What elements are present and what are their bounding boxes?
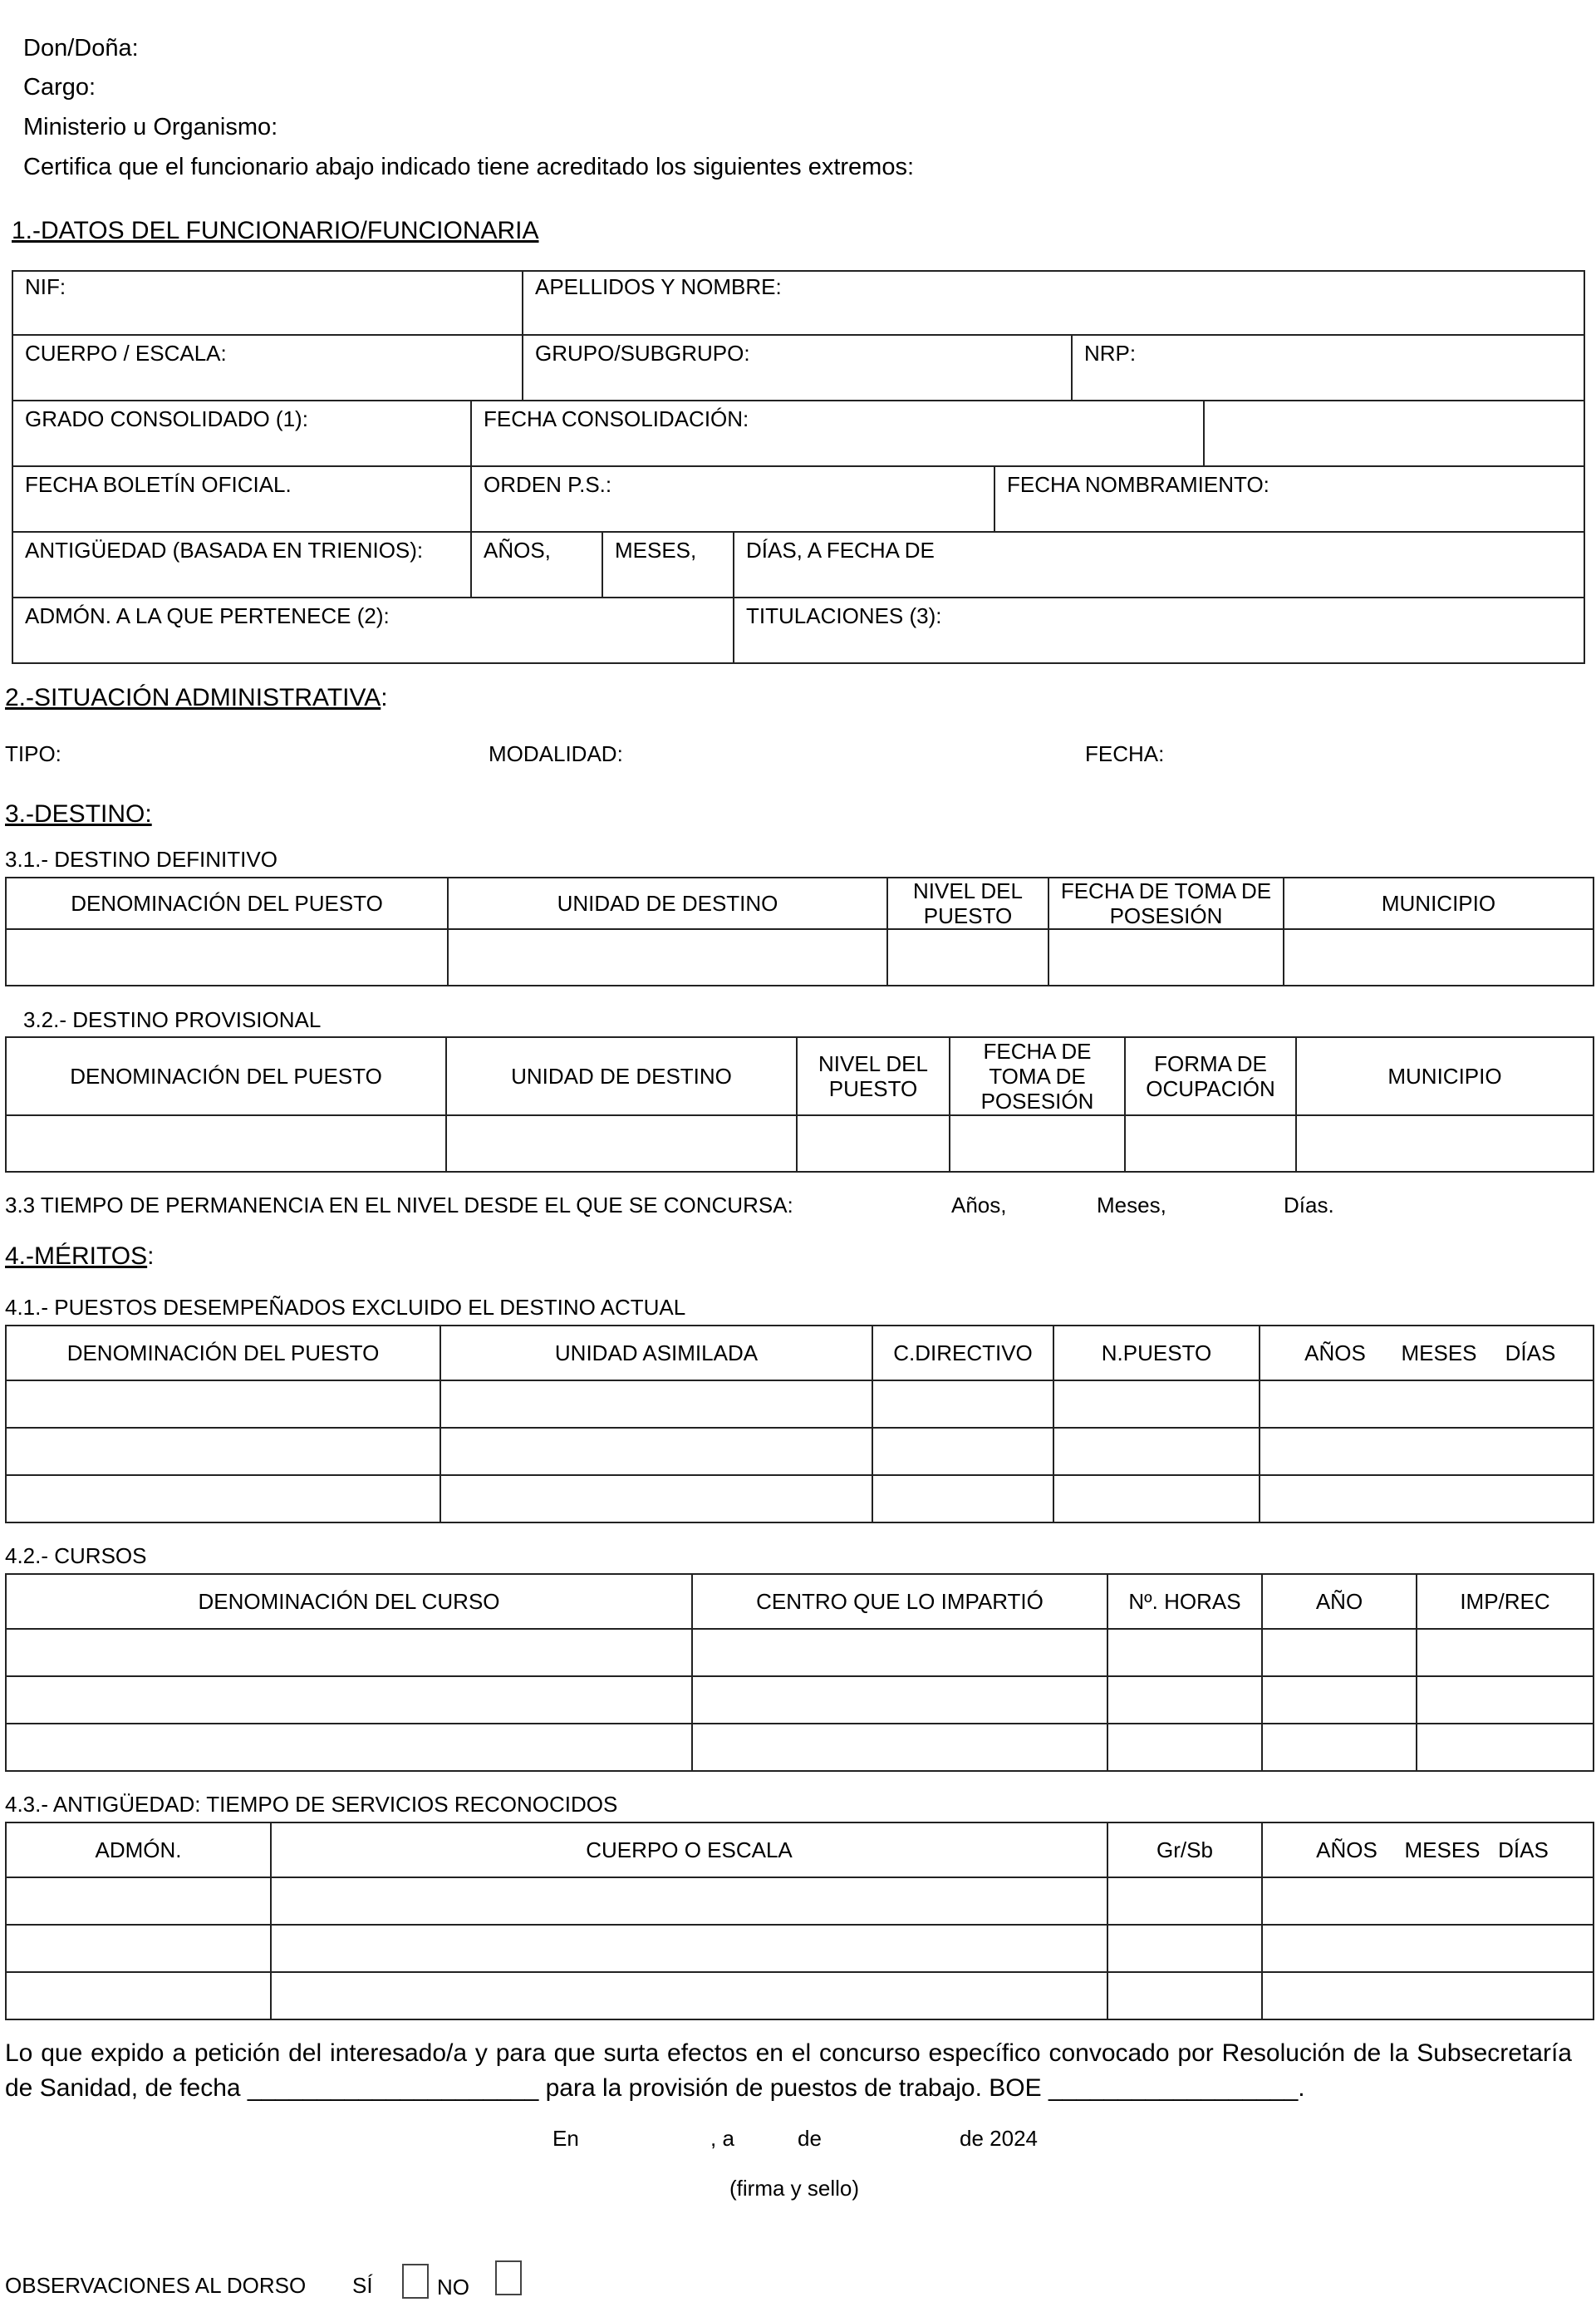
col-unidad-asimilada: UNIDAD ASIMILADA [440, 1326, 872, 1380]
destino-provisional-title: 3.2.- DESTINO PROVISIONAL [23, 1007, 322, 1032]
antiguedad-cell [12, 531, 472, 598]
destino-provisional-table [5, 1036, 1594, 1173]
observaciones-label: OBSERVACIONES AL DORSO [5, 2273, 307, 2298]
input-cell[interactable] [950, 1115, 1125, 1172]
grupo-cell[interactable] [522, 334, 1073, 401]
col-fecha-toma: FECHA DE TOMA DE POSESIÓN [950, 1037, 1125, 1115]
admon-cell[interactable] [12, 597, 734, 664]
grado-extra-cell[interactable] [1203, 400, 1585, 467]
col-meses: MESES [1404, 1837, 1481, 1862]
input-cell[interactable] [1262, 1925, 1594, 1972]
section2-colon: : [381, 684, 388, 711]
col-imp-rec: IMP/REC [1417, 1574, 1594, 1629]
input-cell[interactable] [440, 1475, 872, 1522]
anos-cell[interactable] [470, 531, 603, 598]
col-unidad: UNIDAD DE DESTINO [448, 878, 887, 929]
input-cell[interactable] [1053, 1475, 1260, 1522]
cursos-title: 4.2.- CURSOS [5, 1543, 147, 1568]
permanencia-meses: Meses, [1097, 1193, 1166, 1217]
input-cell[interactable] [6, 1475, 440, 1522]
lugar-en: En [552, 2126, 579, 2151]
nrp-cell[interactable] [1071, 334, 1585, 401]
input-cell[interactable] [6, 1629, 692, 1676]
permanencia-anos: Años, [951, 1193, 1007, 1217]
si-checkbox[interactable] [402, 2264, 429, 2299]
col-n-puesto: N.PUESTO [1053, 1326, 1260, 1380]
closing-paragraph: Lo que expido a petición del interesado/a y para que surta efectos en el concurso específico convocado por Resolución de la Subsecretaría de Sanidad, de fecha _____________________ para la provisión de puestos de trabajo. BOE __________________. [5, 2039, 1572, 2102]
input-cell[interactable] [6, 1925, 271, 1972]
grupo-text: GRUPO/SUBGRUPO: [535, 341, 750, 366]
dias-fecha-text: DÍAS, A FECHA DE [746, 538, 935, 563]
cargo-label: Cargo: [23, 74, 96, 101]
meses-cell[interactable] [602, 531, 734, 598]
col-cuerpo-escala: CUERPO O ESCALA [271, 1822, 1107, 1877]
input-cell[interactable] [1296, 1115, 1594, 1172]
permanencia-label: 3.3 TIEMPO DE PERMANENCIA EN EL NIVEL DESDE EL QUE SE CONCURSA: [5, 1193, 793, 1217]
cuerpo-cell[interactable] [12, 334, 523, 401]
col-ano: AÑO [1262, 1574, 1417, 1629]
input-cell[interactable] [271, 1925, 1107, 1972]
col-anos: AÑOS [1304, 1340, 1366, 1365]
lugar-de: de [798, 2126, 822, 2151]
grado-cell[interactable] [12, 400, 472, 467]
col-nivel: NIVEL DEL PUESTO [887, 878, 1048, 929]
input-cell[interactable] [271, 1877, 1107, 1925]
orden-ps-cell[interactable] [470, 465, 995, 533]
si-label: SÍ [352, 2273, 373, 2298]
fecha-consolidacion-cell[interactable] [470, 400, 1205, 467]
input-cell[interactable] [1107, 1629, 1262, 1676]
col-dias: DÍAS [1498, 1837, 1549, 1862]
col-meses: MESES [1401, 1340, 1477, 1365]
antiguedad-title: 4.3.- ANTIGÜEDAD: TIEMPO DE SERVICIOS RECONOCIDOS [5, 1792, 618, 1817]
nif-text: NIF: [25, 274, 66, 299]
col-denominacion: DENOMINACIÓN DEL PUESTO [6, 1037, 446, 1115]
input-cell[interactable] [448, 929, 887, 986]
destino-definitivo-title: 3.1.- DESTINO DEFINITIVO [5, 847, 277, 872]
input-cell[interactable] [6, 1877, 271, 1925]
input-cell[interactable] [1107, 1972, 1262, 2019]
meses-text: MESES, [615, 538, 697, 563]
input-cell[interactable] [1417, 1676, 1594, 1724]
cuerpo-text: CUERPO / ESCALA: [25, 341, 227, 366]
antiguedad-text: ANTIGÜEDAD (BASADA EN TRIENIOS): [25, 538, 424, 563]
col-nivel: NIVEL DEL PUESTO [797, 1037, 950, 1115]
input-cell[interactable] [1107, 1676, 1262, 1724]
input-cell[interactable] [6, 1380, 440, 1428]
no-label: NO [437, 2275, 469, 2300]
input-cell[interactable] [1417, 1724, 1594, 1771]
input-cell[interactable] [1053, 1428, 1260, 1475]
don-dona-label: Don/Doña: [23, 35, 139, 61]
puestos-table [5, 1325, 1594, 1523]
input-cell[interactable] [872, 1380, 1053, 1428]
antiguedad-table [5, 1822, 1594, 2020]
ministerio-label: Ministerio u Organismo: [23, 114, 278, 140]
col-anos-meses-dias [1260, 1326, 1594, 1380]
input-cell[interactable] [1260, 1380, 1594, 1428]
col-forma-ocupacion: FORMA DE OCUPACIÓN [1125, 1037, 1296, 1115]
fecha-nombramiento-cell[interactable] [994, 465, 1585, 533]
input-cell[interactable] [797, 1115, 950, 1172]
col-municipio: MUNICIPIO [1296, 1037, 1594, 1115]
input-cell[interactable] [6, 1428, 440, 1475]
lugar-a: , a [710, 2126, 734, 2151]
fecha-nombramiento-text: FECHA NOMBRAMIENTO: [1007, 472, 1269, 497]
section3-title: 3.-DESTINO: [5, 800, 152, 828]
titulaciones-text: TITULACIONES (3): [746, 603, 942, 628]
modalidad-label: MODALIDAD: [489, 741, 623, 766]
col-anos-meses-dias [1262, 1822, 1594, 1877]
lugar-year: de 2024 [960, 2126, 1038, 2151]
firma-sello: (firma y sello) [729, 2176, 860, 2201]
input-cell[interactable] [1048, 929, 1284, 986]
input-cell[interactable] [6, 1115, 446, 1172]
orden-ps-text: ORDEN P.S.: [484, 472, 612, 497]
dias-fecha-cell[interactable] [733, 531, 1585, 598]
no-checkbox[interactable] [495, 2260, 522, 2295]
col-c-directivo: C.DIRECTIVO [872, 1326, 1053, 1380]
input-cell[interactable] [6, 1724, 692, 1771]
input-cell[interactable] [1262, 1724, 1417, 1771]
section4-colon: : [147, 1242, 155, 1270]
datos-funcionario-grid [12, 270, 1585, 664]
input-cell[interactable] [6, 1972, 271, 2019]
input-cell[interactable] [872, 1475, 1053, 1522]
col-admon: ADMÓN. [6, 1822, 271, 1877]
section4-title-wrap [5, 1242, 154, 1271]
destino-definitivo-table [5, 877, 1594, 986]
nrp-text: NRP: [1084, 341, 1137, 366]
col-unidad: UNIDAD DE DESTINO [446, 1037, 797, 1115]
input-cell[interactable] [1262, 1629, 1417, 1676]
input-cell[interactable] [872, 1428, 1053, 1475]
fecha-label: FECHA: [1085, 741, 1165, 766]
input-cell[interactable] [440, 1428, 872, 1475]
tipo-label: TIPO: [5, 741, 61, 766]
input-cell[interactable] [692, 1676, 1107, 1724]
cursos-table [5, 1573, 1594, 1772]
nif-cell[interactable] [12, 270, 523, 336]
input-cell[interactable] [692, 1629, 1107, 1676]
fecha-consolidacion-text: FECHA CONSOLIDACIÓN: [484, 406, 749, 431]
section1-title: 1.-DATOS DEL FUNCIONARIO/FUNCIONARIA [12, 217, 539, 244]
input-cell[interactable] [1262, 1676, 1417, 1724]
input-cell[interactable] [446, 1115, 797, 1172]
fecha-boletin-cell[interactable] [12, 465, 472, 533]
certifica-text: Certifica que el funcionario abajo indicado tiene acreditado los siguientes extremos: [23, 154, 915, 180]
input-cell[interactable] [1260, 1428, 1594, 1475]
input-cell[interactable] [440, 1380, 872, 1428]
input-cell[interactable] [1284, 929, 1594, 986]
col-denominacion: DENOMINACIÓN DEL PUESTO [6, 878, 448, 929]
col-municipio: MUNICIPIO [1284, 878, 1594, 929]
input-cell[interactable] [1107, 1925, 1262, 1972]
apellidos-text: APELLIDOS Y NOMBRE: [535, 274, 782, 299]
apellidos-cell[interactable] [522, 270, 1585, 336]
col-dias: DÍAS [1505, 1340, 1556, 1365]
puestos-title: 4.1.- PUESTOS DESEMPEÑADOS EXCLUIDO EL DESTINO ACTUAL [5, 1295, 686, 1320]
col-fecha-toma: FECHA DE TOMA DE POSESIÓN [1048, 878, 1284, 929]
input-cell[interactable] [271, 1972, 1107, 2019]
anos-text: AÑOS, [484, 538, 551, 563]
permanencia-dias: Días. [1284, 1193, 1334, 1217]
col-anos: AÑOS [1316, 1837, 1377, 1862]
input-cell[interactable] [1260, 1475, 1594, 1522]
col-horas: Nº. HORAS [1107, 1574, 1262, 1629]
input-cell[interactable] [1053, 1380, 1260, 1428]
titulaciones-cell[interactable] [733, 597, 1585, 664]
section2-title: 2.-SITUACIÓN ADMINISTRATIVA [5, 684, 381, 711]
input-cell[interactable] [1125, 1115, 1296, 1172]
input-cell[interactable] [6, 1676, 692, 1724]
input-cell[interactable] [1262, 1877, 1594, 1925]
section2-title-wrap [5, 684, 388, 712]
col-gr-sb: Gr/Sb [1107, 1822, 1262, 1877]
col-centro: CENTRO QUE LO IMPARTIÓ [692, 1574, 1107, 1629]
input-cell[interactable] [1107, 1724, 1262, 1771]
col-denominacion-curso: DENOMINACIÓN DEL CURSO [6, 1574, 692, 1629]
col-denominacion: DENOMINACIÓN DEL PUESTO [6, 1326, 440, 1380]
input-cell[interactable] [6, 929, 448, 986]
input-cell[interactable] [1107, 1877, 1262, 1925]
input-cell[interactable] [1262, 1972, 1594, 2019]
input-cell[interactable] [1417, 1629, 1594, 1676]
grado-text: GRADO CONSOLIDADO (1): [25, 406, 308, 431]
fecha-boletin-text: FECHA BOLETÍN OFICIAL. [25, 472, 292, 497]
input-cell[interactable] [887, 929, 1048, 986]
input-cell[interactable] [692, 1724, 1107, 1771]
section4-title: 4.-MÉRITOS [5, 1242, 148, 1270]
admon-text: ADMÓN. A LA QUE PERTENECE (2): [25, 603, 390, 628]
